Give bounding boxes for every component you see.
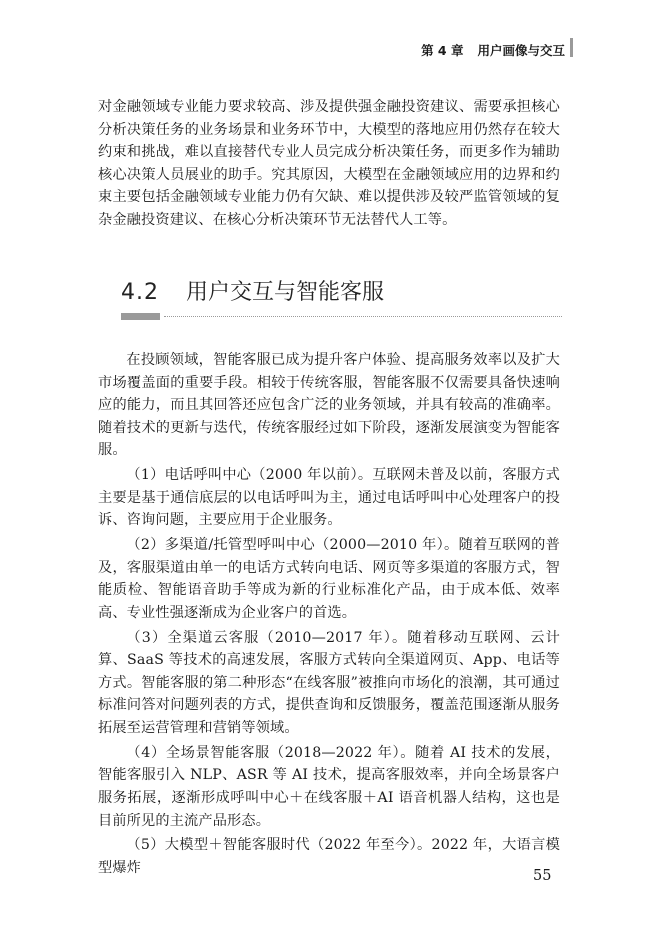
chapter-number: 第 4 章 [421, 43, 464, 58]
header-divider-bar [570, 38, 573, 57]
chapter-title: 用户画像与交互 [477, 43, 565, 58]
body-text-main [98, 349, 560, 882]
page-number: 55 [533, 868, 552, 884]
section-heading [121, 275, 384, 306]
running-header [421, 41, 565, 59]
paragraph: （5）大模型＋智能客服时代（2022 年至今）。2022 年，大语言模型爆炸 [98, 837, 560, 876]
paragraph: 在投顾领域，智能客服已成为提升客户体验、提高服务效率以及扩大市场覆盖面的重要手段。相较于传统客服，智能客服不仅需要具备快速响应的能力，而且其回答还应包含广泛的业务领域，并具有较高的准确率。随着技术的更新与迭代，传统客服经过如下阶段，逐渐发展演变为智能客服。 [98, 352, 560, 459]
paragraph: （2）多渠道/托管型呼叫中心（2000—2010 年）。随着互联网的普及，客服渠道由单一的电话方式转向电话、网页等多渠道的客服方式，智能质检、智能语音助手等成为新的行业标准化产品，由于成本低、效率高、专业性强逐渐成为企业客户的首选。 [98, 537, 560, 621]
paragraph: 对金融领域专业能力要求较高、涉及提供强金融投资建议、需要承担核心分析决策任务的业务场景和业务环节中，大模型的落地应用仍然存在较大约束和挑战，难以直接替代专业人员完成分析决策任务，而更多作为辅助核心决策人员展业的助手。究其原因，大模型在金融领域应用的边界和约束主要包括金融领域专业能力仍有欠缺、难以提供涉及较严监管领域的复杂金融投资建议、在核心分析决策环节无法替代人工等。 [98, 99, 560, 228]
section-rule-dotted-line [164, 316, 562, 317]
section-rule-bar [121, 313, 160, 320]
paragraph: （3）全渠道云客服（2010—2017 年）。随着移动互联网、云计算、SaaS 等技术的高速发展，客服方式转向全渠道网页、App、电话等方式。智能客服的第二种形态“在线客服”被推向市场化的浪潮，其可通过标准问答对问题列表的方式，提供查询和反馈服务，覆盖范围逐渐从服务拓展至运营管理和营销等领域。 [98, 629, 560, 737]
body-text-top [98, 96, 560, 234]
section-number: 4.2 [121, 280, 159, 305]
paragraph: （4）全场景智能客服（2018—2022 年）。随着 AI 技术的发展，智能客服引入 NLP、ASR 等 AI 技术，提高客服效率，并向全场景客户服务拓展，逐渐形成呼叫中心＋在线客服＋AI 语音机器人结构，这也是目前所见的主流产品形态。 [98, 744, 560, 829]
paragraph: （1）电话呼叫中心（2000 年以前）。互联网未普及以前，客服方式主要是基于通信底层的以电话呼叫为主，通过电话呼叫中心处理客户的投诉、咨询问题，主要应用于企业服务。 [98, 467, 560, 529]
section-title: 用户交互与智能客服 [186, 280, 385, 305]
